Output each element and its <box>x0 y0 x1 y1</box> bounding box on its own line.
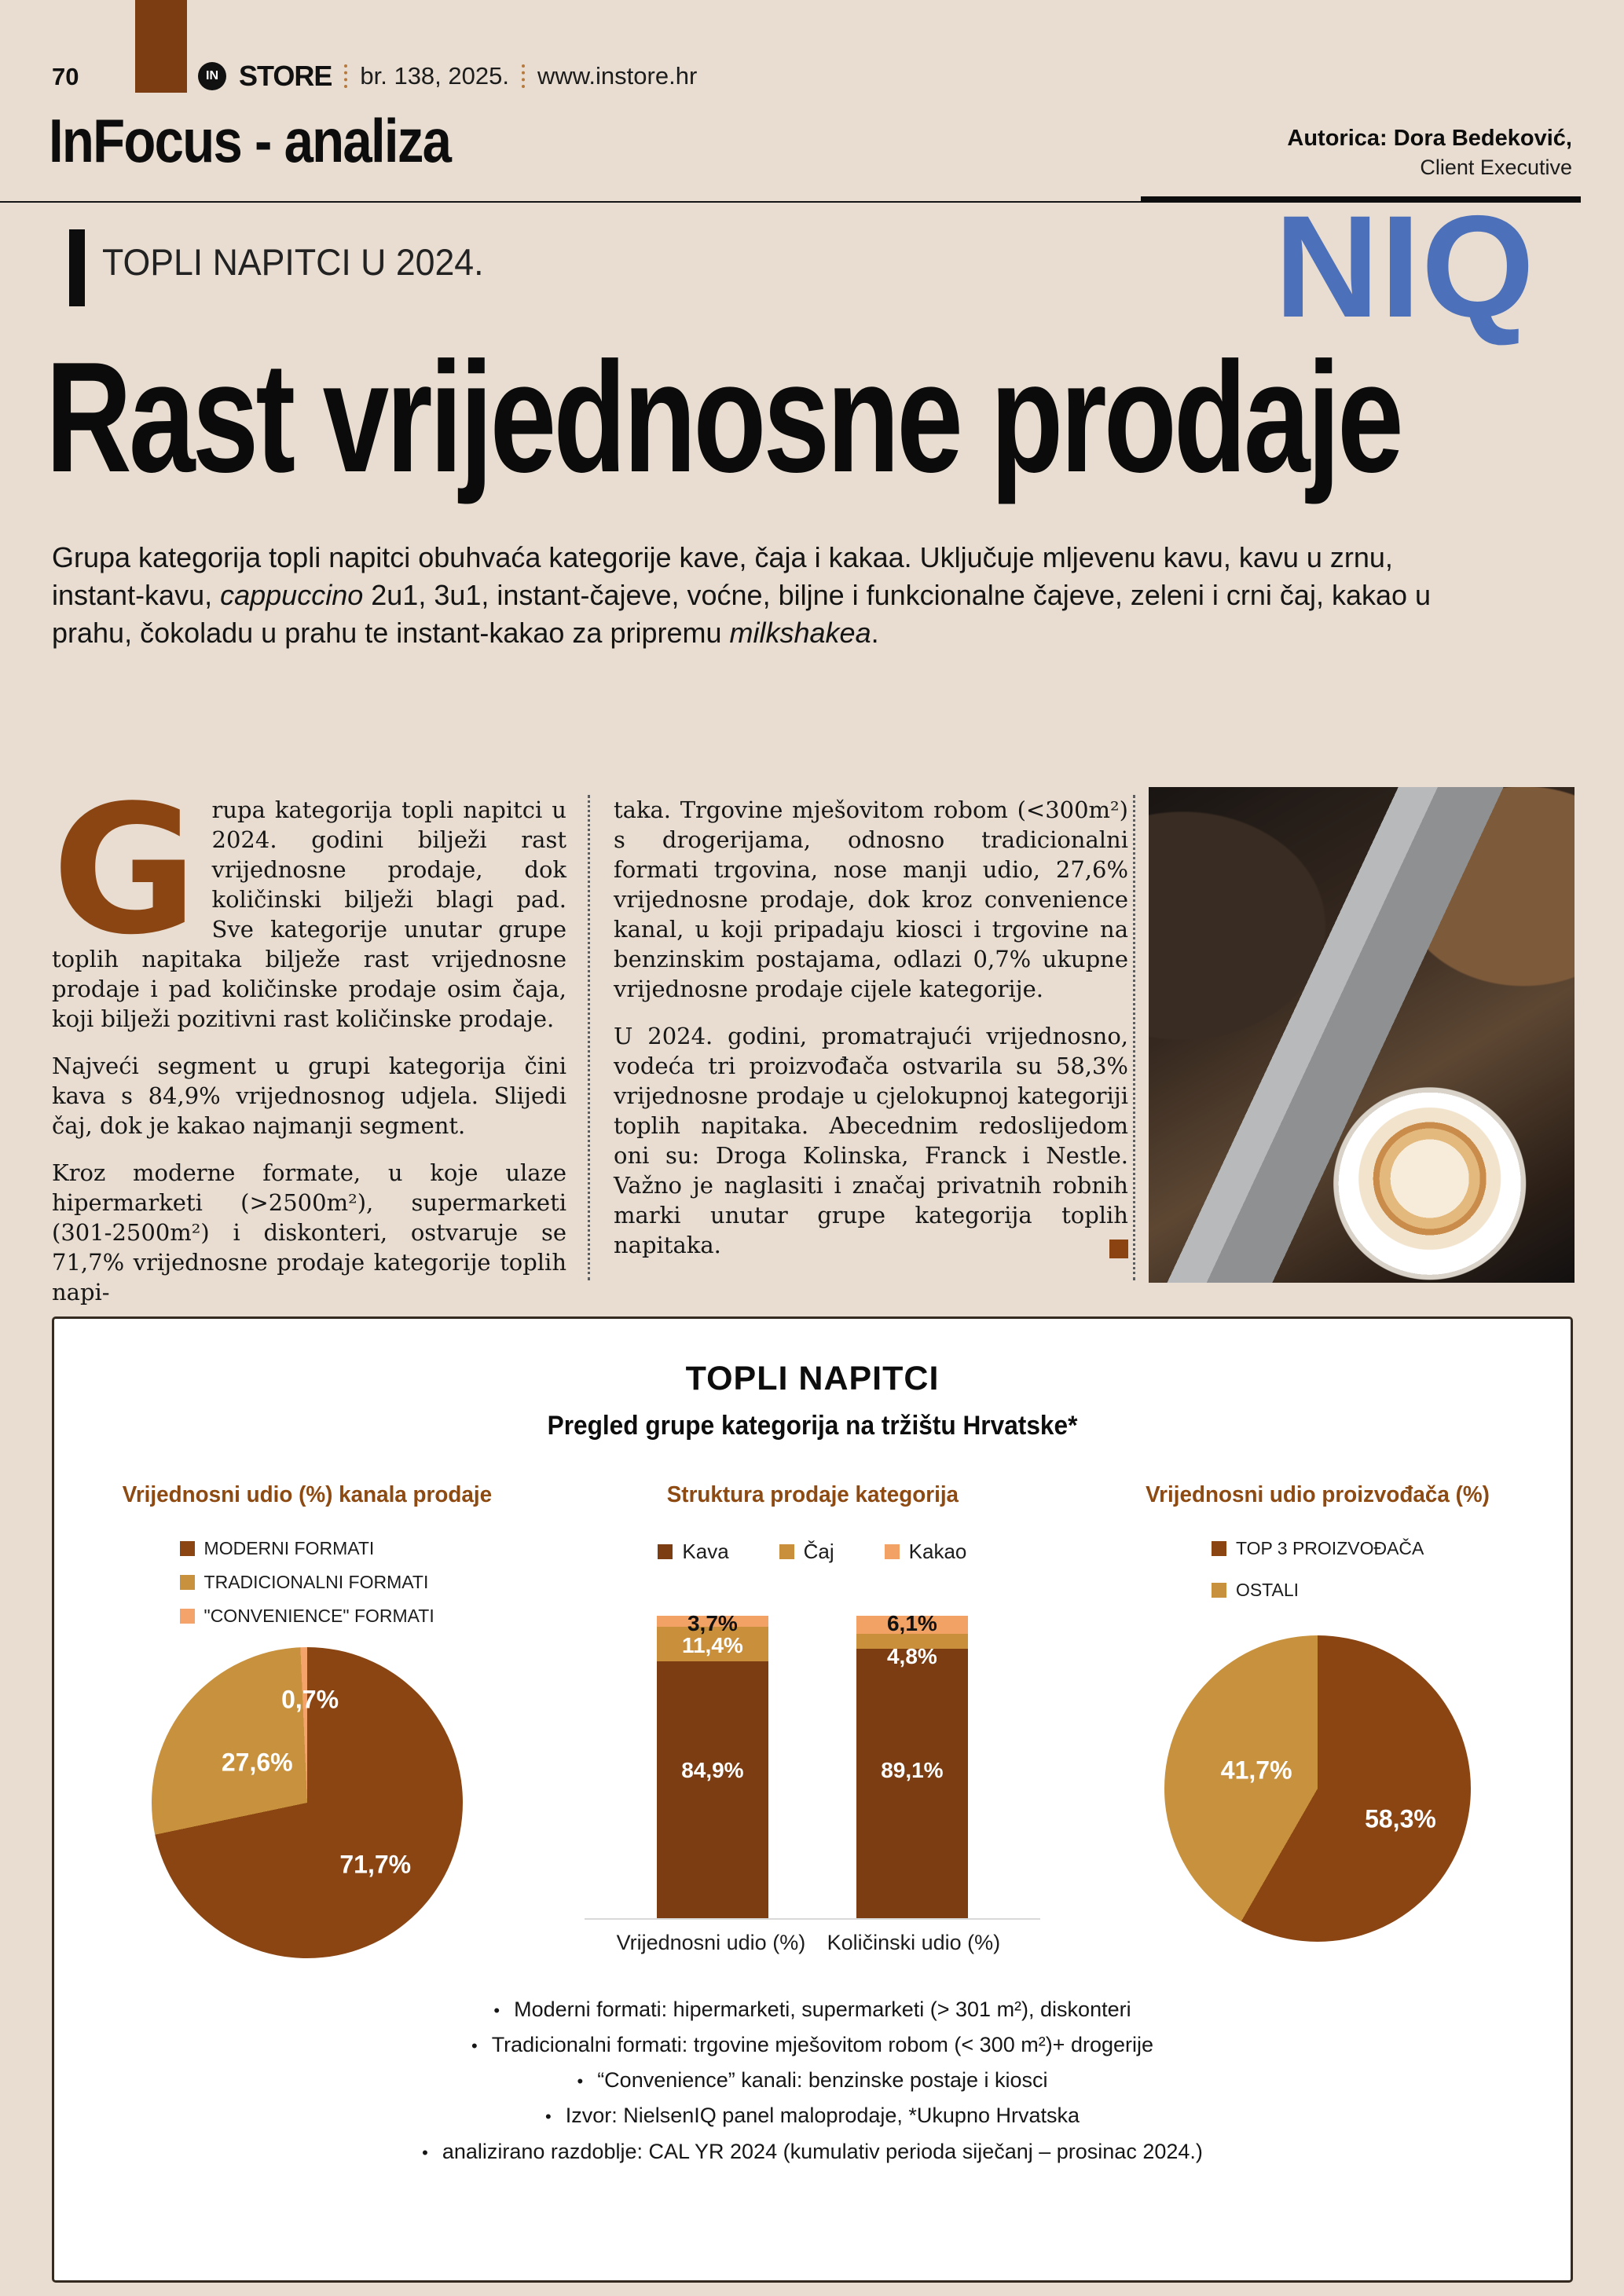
legend-item <box>779 1540 834 1564</box>
paragraph <box>52 767 566 1034</box>
paragraph-text: taka. Trgovine mješovitom robom (<300m²) s drogerijama, odnosno tradicionalni formati trgovina, nose manji udio, 27,6% vrijednosne prodaje, dok kroz <box>614 796 1128 913</box>
legend-item <box>180 1572 434 1593</box>
legend-item <box>658 1540 728 1564</box>
legend <box>180 1538 434 1627</box>
legend-item <box>1212 1538 1424 1559</box>
paragraph-text: rupa kategorija topli napitci u 2024. godini bilježi rast vrijednosne prodaje, dok količinski bilježi blagi pad. Sve kategorije unutar grupe toplih napitaka bilježe rast vrijednosne prodaje i pad količinske prodaje osim čaja, koji bilježi pozitivni rast količinske prodaje. <box>52 796 566 1032</box>
bar-value-label: 84,9% <box>681 1757 744 1782</box>
article-photo-latte <box>1149 787 1575 1283</box>
pie-value-label: 71,7% <box>339 1850 412 1879</box>
headline: Rast vrijednosne prodaje <box>46 330 1401 505</box>
bar-axis-line <box>585 1918 1040 1920</box>
intro-paragraph <box>52 539 1466 652</box>
legend-item <box>180 1606 434 1627</box>
intro-italic: milkshakea <box>729 617 871 649</box>
masthead-brown-rect <box>135 0 187 93</box>
legend-label: TRADICIONALNI FORMATI <box>203 1572 429 1592</box>
legend-swatch <box>658 1544 673 1559</box>
end-of-article-mark <box>1109 1240 1128 1258</box>
axis-label: Količinski udio (%) <box>827 1931 1001 1954</box>
legend-swatch <box>1212 1541 1226 1556</box>
bar-value-label: 89,1% <box>881 1757 944 1782</box>
legend-label: Čaj <box>803 1540 834 1563</box>
instore-logo-icon: IN <box>198 62 226 90</box>
article-column-1 <box>52 767 566 1324</box>
paragraph-italic: convenience <box>984 886 1128 913</box>
legend-label: Kava <box>682 1540 729 1563</box>
footnote-text: Izvor: NielsenIQ panel maloprodaje, *Ukupno Hrvatska <box>565 2104 1080 2128</box>
pie-value-label: 0,7% <box>281 1685 339 1714</box>
footnote <box>422 2137 1203 2167</box>
drop-cap: G <box>52 767 198 974</box>
legend-swatch <box>180 1575 195 1590</box>
legend-item <box>1212 1580 1424 1601</box>
legend-swatch <box>885 1544 900 1559</box>
bullet-icon: • <box>493 2001 500 2020</box>
pie-chart-channels <box>152 1647 463 1958</box>
chart-title: Struktura prodaje kategorija <box>666 1482 959 1507</box>
website-url: www.instore.hr <box>537 62 698 90</box>
legend-swatch <box>180 1541 195 1556</box>
paragraph-text: kanal, u koji pripadaju kiosci i trgovine na benzinskim postajama, odlazi 0,7% ukupne vrijednosne prodaje cijele kategorije. <box>614 916 1128 1002</box>
chart-panel-subtitle: Pregled grupe kategorija na tržištu Hrvatske* <box>547 1411 1078 1441</box>
column-divider <box>588 795 590 1280</box>
intro-italic: cappuccino <box>220 579 364 611</box>
legend-label: TOP 3 PROIZVOĐAČA <box>1235 1538 1424 1558</box>
intro-text: . <box>871 617 879 649</box>
legend-label: "CONVENIENCE" FORMATI <box>203 1606 434 1626</box>
bullet-icon: • <box>544 2107 552 2127</box>
issue-number: br. 138, 2025. <box>360 62 509 90</box>
bar-value-label: 6,1% <box>886 1611 937 1635</box>
section-title: InFocus - analiza <box>49 106 451 175</box>
footnote <box>471 2030 1153 2060</box>
bar-value-label: 3,7% <box>687 1611 738 1635</box>
intro-text: 2u1, 3u1, instant-čajeve, voćne, biljne i funkcionalne čajeve, zeleni i crni čaj, kakao u prahu, čokoladu u prahu te instant-kakao za pripremu <box>52 579 1432 649</box>
bar-axis-labels <box>585 1931 1040 1955</box>
legend-item <box>180 1538 434 1559</box>
chart-structure <box>559 1482 1065 1958</box>
legend-label: Kakao <box>908 1540 967 1563</box>
dotted-separator <box>522 64 525 88</box>
stacked-bar-value-share <box>657 1611 768 1918</box>
bar-value-label: 4,8% <box>886 1644 937 1668</box>
page-number: 70 <box>52 63 79 90</box>
legend-swatch <box>1212 1583 1226 1598</box>
footnote <box>493 1994 1131 2025</box>
pie-chart-manufacturers <box>1164 1635 1471 1942</box>
dotted-separator <box>344 64 347 88</box>
legend-swatch <box>779 1544 794 1559</box>
legend-label: MODERNI FORMATI <box>203 1538 375 1558</box>
chart-channels <box>54 1482 559 1958</box>
kicker-text: TOPLI NAPITCI U 2024. <box>102 241 484 283</box>
footnote <box>545 2100 1080 2131</box>
bars <box>585 1611 1040 1918</box>
paragraph <box>614 1021 1128 1260</box>
pie-value-label: 27,6% <box>221 1748 293 1777</box>
legend-swatch <box>180 1609 195 1624</box>
chart-panel <box>52 1316 1573 2283</box>
footnote-text: Tradicionalni formati: trgovine mješovitom robom (< 300 m²)+ drogerije <box>491 2033 1154 2057</box>
paragraph: Kroz moderne formate, u koje ulaze hipermarketi (>2500m²), supermarketi (301-2500m²) i diskonteri, ostvaruje se 71,7% vrijednosne prodaje kategorije toplih napi- <box>52 1159 566 1305</box>
footnote <box>577 2065 1047 2096</box>
chart-panel-title: TOPLI NAPITCI <box>685 1360 940 1397</box>
legend-label: OSTALI <box>1235 1580 1300 1600</box>
author-role: Client Executive <box>1420 155 1572 179</box>
footnote-text: “Convenience” kanali: benzinske postaje i kiosci <box>597 2068 1048 2093</box>
bullet-icon: • <box>577 2071 584 2092</box>
bar-value-label: 11,4% <box>681 1633 743 1657</box>
legend-item <box>885 1540 967 1564</box>
charts-row <box>54 1482 1571 1958</box>
article-column-2 <box>614 795 1128 1324</box>
author-name: Autorica: Dora Bedeković, <box>1287 126 1572 151</box>
bar-segment-kava <box>657 1661 768 1918</box>
footnote-text: Moderni formati: hipermarketi, supermarketi (> 301 m²), diskonteri <box>514 1998 1131 2021</box>
masthead <box>198 60 697 93</box>
bars-area <box>585 1611 1040 1955</box>
article-body <box>52 767 1128 1324</box>
chart-title: Vrijednosni udio (%) kanala prodaje <box>122 1482 492 1507</box>
legend <box>658 1540 966 1564</box>
intro-text: Grupa kategorija topli napitci obuhvaća kategorije kave, čaja i kakaa. Uključuje mljevenu kavu, kavu u zrnu, instant-kavu, <box>52 541 1393 611</box>
axis-label: Vrijednosni udio (%) <box>616 1931 806 1954</box>
kicker-bar <box>69 229 85 306</box>
stacked-bar-volume-share <box>856 1611 968 1918</box>
pie-value-label: 41,7% <box>1220 1756 1292 1785</box>
chart-footnotes <box>54 1994 1571 2167</box>
chart-title: Vrijednosni udio proizvođača (%) <box>1146 1482 1490 1507</box>
bar-segment-kava <box>856 1649 968 1918</box>
instore-logo-text: STORE <box>239 60 332 92</box>
paragraph: Najveći segment u grupi kategorija čini kava s 84,9% vrijednosnog udjela. Slijedi čaj, dok je kakao najmanji segment. <box>52 1053 566 1139</box>
paragraph <box>614 795 1128 1004</box>
pie-value-label: 58,3% <box>1365 1804 1436 1833</box>
paragraph-text: U 2024. godini, promatrajući vrijednosno, vodeća tri proizvođača ostvarila su 58,3% vrijednosne prodaje u cjelokupnoj kategoriji toplih napitaka. Abecednim redoslijedom oni su: Droga Kolinska, Franck i Nestle. Važno je naglasiti i značaj privatnih robnih marki unutar grupe kategorija toplih napitaka. <box>614 1023 1128 1258</box>
bullet-icon: • <box>422 2142 428 2162</box>
chart-manufacturers <box>1065 1482 1571 1958</box>
column-divider <box>1133 795 1135 1280</box>
footnote-text: analizirano razdoblje: CAL YR 2024 (kumulativ perioda siječanj – prosinac 2024.) <box>442 2139 1203 2163</box>
bullet-icon: • <box>471 2036 478 2056</box>
author-block <box>1287 124 1572 181</box>
niq-logo: NIQ <box>1274 186 1535 348</box>
legend <box>1212 1538 1424 1601</box>
